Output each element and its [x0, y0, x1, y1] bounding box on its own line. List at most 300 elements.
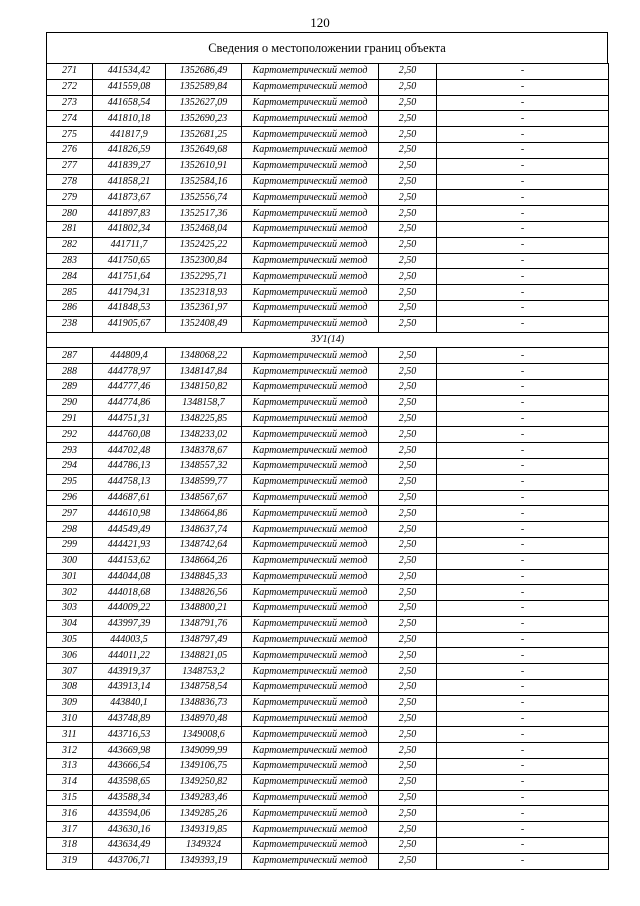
method-cell: Картометрический метод — [242, 316, 379, 332]
method-cell: Картометрический метод — [242, 727, 379, 743]
y-coordinate-cell: 1349393,19 — [166, 853, 242, 869]
note-cell: - — [437, 822, 609, 838]
point-number-cell: 285 — [47, 285, 93, 301]
accuracy-cell: 2,50 — [379, 522, 437, 538]
method-cell: Картометрический метод — [242, 616, 379, 632]
point-number-cell: 276 — [47, 142, 93, 158]
accuracy-cell: 2,50 — [379, 680, 437, 696]
accuracy-cell: 2,50 — [379, 253, 437, 269]
method-cell: Картометрический метод — [242, 206, 379, 222]
note-cell: - — [437, 127, 609, 143]
table-row — [47, 616, 609, 632]
accuracy-cell: 2,50 — [379, 379, 437, 395]
accuracy-cell: 2,50 — [379, 585, 437, 601]
x-coordinate-cell: 441858,21 — [93, 174, 166, 190]
table-row — [47, 474, 609, 490]
method-cell: Картометрический метод — [242, 648, 379, 664]
x-coordinate-cell: 443666,54 — [93, 759, 166, 775]
y-coordinate-cell: 1348742,64 — [166, 537, 242, 553]
y-coordinate-cell: 1352468,04 — [166, 221, 242, 237]
table-row — [47, 838, 609, 854]
note-cell: - — [437, 664, 609, 680]
table-row — [47, 79, 609, 95]
accuracy-cell: 2,50 — [379, 174, 437, 190]
point-number-cell: 313 — [47, 759, 93, 775]
y-coordinate-cell: 1352295,71 — [166, 269, 242, 285]
y-coordinate-cell: 1352318,93 — [166, 285, 242, 301]
table-row — [47, 427, 609, 443]
point-number-cell: 304 — [47, 616, 93, 632]
coordinates-table-frame — [46, 32, 608, 870]
y-coordinate-cell: 1352408,49 — [166, 316, 242, 332]
method-cell: Картометрический метод — [242, 127, 379, 143]
point-number-cell: 292 — [47, 427, 93, 443]
point-number-cell: 289 — [47, 379, 93, 395]
x-coordinate-cell: 443997,39 — [93, 616, 166, 632]
table-row — [47, 237, 609, 253]
note-cell: - — [437, 142, 609, 158]
accuracy-cell: 2,50 — [379, 316, 437, 332]
method-cell: Картометрический метод — [242, 711, 379, 727]
point-number-cell: 238 — [47, 316, 93, 332]
point-number-cell: 275 — [47, 127, 93, 143]
method-cell: Картометрический метод — [242, 838, 379, 854]
accuracy-cell: 2,50 — [379, 348, 437, 364]
accuracy-cell: 2,50 — [379, 474, 437, 490]
accuracy-cell: 2,50 — [379, 127, 437, 143]
x-coordinate-cell: 444018,68 — [93, 585, 166, 601]
method-cell: Картометрический метод — [242, 759, 379, 775]
y-coordinate-cell: 1349106,75 — [166, 759, 242, 775]
table-row — [47, 348, 609, 364]
point-number-cell: 317 — [47, 822, 93, 838]
table-row — [47, 601, 609, 617]
table-row — [47, 458, 609, 474]
point-number-cell: 272 — [47, 79, 93, 95]
section-label: ЗУ1(14) — [47, 332, 609, 348]
table-row — [47, 174, 609, 190]
note-cell: - — [437, 616, 609, 632]
accuracy-cell: 2,50 — [379, 648, 437, 664]
table-row — [47, 664, 609, 680]
table-row — [47, 759, 609, 775]
table-row — [47, 64, 609, 80]
x-coordinate-cell: 443748,89 — [93, 711, 166, 727]
note-cell: - — [437, 727, 609, 743]
accuracy-cell: 2,50 — [379, 427, 437, 443]
point-number-cell: 279 — [47, 190, 93, 206]
note-cell: - — [437, 364, 609, 380]
note-cell: - — [437, 95, 609, 111]
x-coordinate-cell: 444153,62 — [93, 553, 166, 569]
coordinates-table-body — [47, 64, 609, 870]
y-coordinate-cell: 1352649,68 — [166, 142, 242, 158]
point-number-cell: 273 — [47, 95, 93, 111]
note-cell: - — [437, 174, 609, 190]
y-coordinate-cell: 1348800,21 — [166, 601, 242, 617]
table-row — [47, 364, 609, 380]
y-coordinate-cell: 1349324 — [166, 838, 242, 854]
point-number-cell: 290 — [47, 395, 93, 411]
x-coordinate-cell: 443634,49 — [93, 838, 166, 854]
x-coordinate-cell: 441802,34 — [93, 221, 166, 237]
point-number-cell: 288 — [47, 364, 93, 380]
method-cell: Картометрический метод — [242, 269, 379, 285]
note-cell: - — [437, 79, 609, 95]
note-cell: - — [437, 774, 609, 790]
point-number-cell: 271 — [47, 64, 93, 80]
method-cell: Картометрический метод — [242, 364, 379, 380]
accuracy-cell: 2,50 — [379, 759, 437, 775]
point-number-cell: 286 — [47, 300, 93, 316]
table-row — [47, 127, 609, 143]
table-row — [47, 411, 609, 427]
method-cell: Картометрический метод — [242, 632, 379, 648]
point-number-cell: 281 — [47, 221, 93, 237]
y-coordinate-cell: 1348758,54 — [166, 680, 242, 696]
point-number-cell: 310 — [47, 711, 93, 727]
y-coordinate-cell: 1349319,85 — [166, 822, 242, 838]
y-coordinate-cell: 1348797,49 — [166, 632, 242, 648]
table-row — [47, 822, 609, 838]
accuracy-cell: 2,50 — [379, 537, 437, 553]
x-coordinate-cell: 441534,42 — [93, 64, 166, 80]
accuracy-cell: 2,50 — [379, 490, 437, 506]
point-number-cell: 309 — [47, 695, 93, 711]
accuracy-cell: 2,50 — [379, 616, 437, 632]
x-coordinate-cell: 443598,65 — [93, 774, 166, 790]
note-cell: - — [437, 379, 609, 395]
note-cell: - — [437, 490, 609, 506]
y-coordinate-cell: 1349008,6 — [166, 727, 242, 743]
method-cell: Картометрический метод — [242, 221, 379, 237]
note-cell: - — [437, 111, 609, 127]
table-row — [47, 95, 609, 111]
accuracy-cell: 2,50 — [379, 221, 437, 237]
point-number-cell: 303 — [47, 601, 93, 617]
accuracy-cell: 2,50 — [379, 111, 437, 127]
method-cell: Картометрический метод — [242, 142, 379, 158]
note-cell: - — [437, 443, 609, 459]
point-number-cell: 293 — [47, 443, 93, 459]
note-cell: - — [437, 253, 609, 269]
y-coordinate-cell: 1348150,82 — [166, 379, 242, 395]
table-row — [47, 711, 609, 727]
x-coordinate-cell: 441905,67 — [93, 316, 166, 332]
table-row — [47, 443, 609, 459]
accuracy-cell: 2,50 — [379, 190, 437, 206]
x-coordinate-cell: 441873,67 — [93, 190, 166, 206]
accuracy-cell: 2,50 — [379, 237, 437, 253]
table-row — [47, 253, 609, 269]
y-coordinate-cell: 1352556,74 — [166, 190, 242, 206]
accuracy-cell: 2,50 — [379, 695, 437, 711]
table-row — [47, 743, 609, 759]
x-coordinate-cell: 444610,98 — [93, 506, 166, 522]
x-coordinate-cell: 444003,5 — [93, 632, 166, 648]
table-row — [47, 537, 609, 553]
method-cell: Картометрический метод — [242, 601, 379, 617]
accuracy-cell: 2,50 — [379, 395, 437, 411]
x-coordinate-cell: 443588,34 — [93, 790, 166, 806]
point-number-cell: 284 — [47, 269, 93, 285]
point-number-cell: 295 — [47, 474, 93, 490]
x-coordinate-cell: 441794,31 — [93, 285, 166, 301]
y-coordinate-cell: 1352517,36 — [166, 206, 242, 222]
x-coordinate-cell: 441817,9 — [93, 127, 166, 143]
y-coordinate-cell: 1348821,05 — [166, 648, 242, 664]
page-number: 120 — [310, 15, 330, 30]
table-row — [47, 490, 609, 506]
method-cell: Картометрический метод — [242, 553, 379, 569]
accuracy-cell: 2,50 — [379, 664, 437, 680]
coordinates-table — [46, 63, 609, 870]
y-coordinate-cell: 1352584,16 — [166, 174, 242, 190]
y-coordinate-cell: 1348599,77 — [166, 474, 242, 490]
method-cell: Картометрический метод — [242, 458, 379, 474]
x-coordinate-cell: 441897,83 — [93, 206, 166, 222]
point-number-cell: 282 — [47, 237, 93, 253]
point-number-cell: 307 — [47, 664, 93, 680]
note-cell: - — [437, 790, 609, 806]
note-cell: - — [437, 759, 609, 775]
method-cell: Картометрический метод — [242, 443, 379, 459]
point-number-cell: 287 — [47, 348, 93, 364]
table-row — [47, 111, 609, 127]
y-coordinate-cell: 1348557,32 — [166, 458, 242, 474]
method-cell: Картометрический метод — [242, 743, 379, 759]
point-number-cell: 278 — [47, 174, 93, 190]
x-coordinate-cell: 441658,54 — [93, 95, 166, 111]
accuracy-cell: 2,50 — [379, 727, 437, 743]
y-coordinate-cell: 1352627,09 — [166, 95, 242, 111]
x-coordinate-cell: 443706,71 — [93, 853, 166, 869]
accuracy-cell: 2,50 — [379, 443, 437, 459]
x-coordinate-cell: 441848,53 — [93, 300, 166, 316]
point-number-cell: 291 — [47, 411, 93, 427]
accuracy-cell: 2,50 — [379, 206, 437, 222]
table-row — [47, 585, 609, 601]
accuracy-cell: 2,50 — [379, 300, 437, 316]
y-coordinate-cell: 1348970,48 — [166, 711, 242, 727]
point-number-cell: 312 — [47, 743, 93, 759]
y-coordinate-cell: 1348664,86 — [166, 506, 242, 522]
x-coordinate-cell: 444777,46 — [93, 379, 166, 395]
accuracy-cell: 2,50 — [379, 142, 437, 158]
table-row — [47, 522, 609, 538]
point-number-cell: 298 — [47, 522, 93, 538]
method-cell: Картометрический метод — [242, 300, 379, 316]
point-number-cell: 311 — [47, 727, 93, 743]
y-coordinate-cell: 1348845,33 — [166, 569, 242, 585]
note-cell: - — [437, 348, 609, 364]
y-coordinate-cell: 1352300,84 — [166, 253, 242, 269]
note-cell: - — [437, 553, 609, 569]
method-cell: Картометрический метод — [242, 537, 379, 553]
table-row — [47, 632, 609, 648]
x-coordinate-cell: 444702,48 — [93, 443, 166, 459]
method-cell: Картометрический метод — [242, 585, 379, 601]
point-number-cell: 316 — [47, 806, 93, 822]
table-row — [47, 680, 609, 696]
method-cell: Картометрический метод — [242, 190, 379, 206]
table-row — [47, 206, 609, 222]
note-cell: - — [437, 221, 609, 237]
point-number-cell: 274 — [47, 111, 93, 127]
note-cell: - — [437, 458, 609, 474]
y-coordinate-cell: 1352610,91 — [166, 158, 242, 174]
accuracy-cell: 2,50 — [379, 458, 437, 474]
accuracy-cell: 2,50 — [379, 285, 437, 301]
note-cell: - — [437, 506, 609, 522]
table-row — [47, 774, 609, 790]
note-cell: - — [437, 411, 609, 427]
table-row — [47, 316, 609, 332]
method-cell: Картометрический метод — [242, 395, 379, 411]
note-cell: - — [437, 285, 609, 301]
point-number-cell: 280 — [47, 206, 93, 222]
table-row — [47, 853, 609, 869]
note-cell: - — [437, 237, 609, 253]
note-cell: - — [437, 838, 609, 854]
accuracy-cell: 2,50 — [379, 790, 437, 806]
accuracy-cell: 2,50 — [379, 64, 437, 80]
y-coordinate-cell: 1352686,49 — [166, 64, 242, 80]
accuracy-cell: 2,50 — [379, 158, 437, 174]
y-coordinate-cell: 1349283,46 — [166, 790, 242, 806]
accuracy-cell: 2,50 — [379, 822, 437, 838]
method-cell: Картометрический метод — [242, 490, 379, 506]
note-cell: - — [437, 316, 609, 332]
table-row — [47, 806, 609, 822]
table-row — [47, 221, 609, 237]
point-number-cell: 302 — [47, 585, 93, 601]
note-cell: - — [437, 632, 609, 648]
y-coordinate-cell: 1352690,23 — [166, 111, 242, 127]
y-coordinate-cell: 1349250,82 — [166, 774, 242, 790]
point-number-cell: 294 — [47, 458, 93, 474]
x-coordinate-cell: 441839,27 — [93, 158, 166, 174]
method-cell: Картометрический метод — [242, 774, 379, 790]
y-coordinate-cell: 1348068,22 — [166, 348, 242, 364]
table-row — [47, 553, 609, 569]
x-coordinate-cell: 444809,4 — [93, 348, 166, 364]
y-coordinate-cell: 1348147,84 — [166, 364, 242, 380]
note-cell: - — [437, 395, 609, 411]
y-coordinate-cell: 1349285,26 — [166, 806, 242, 822]
x-coordinate-cell: 444549,49 — [93, 522, 166, 538]
table-row — [47, 727, 609, 743]
point-number-cell: 319 — [47, 853, 93, 869]
method-cell: Картометрический метод — [242, 806, 379, 822]
note-cell: - — [437, 585, 609, 601]
method-cell: Картометрический метод — [242, 695, 379, 711]
table-row — [47, 648, 609, 664]
note-cell: - — [437, 190, 609, 206]
x-coordinate-cell: 444687,61 — [93, 490, 166, 506]
x-coordinate-cell: 443716,53 — [93, 727, 166, 743]
table-row — [47, 395, 609, 411]
table-row — [47, 142, 609, 158]
y-coordinate-cell: 1348233,02 — [166, 427, 242, 443]
y-coordinate-cell: 1348836,73 — [166, 695, 242, 711]
point-number-cell: 308 — [47, 680, 93, 696]
note-cell: - — [437, 300, 609, 316]
accuracy-cell: 2,50 — [379, 269, 437, 285]
x-coordinate-cell: 441826,59 — [93, 142, 166, 158]
x-coordinate-cell: 444011,22 — [93, 648, 166, 664]
y-coordinate-cell: 1348158,7 — [166, 395, 242, 411]
x-coordinate-cell: 441810,18 — [93, 111, 166, 127]
method-cell: Картометрический метод — [242, 285, 379, 301]
x-coordinate-cell: 443669,98 — [93, 743, 166, 759]
note-cell: - — [437, 680, 609, 696]
accuracy-cell: 2,50 — [379, 569, 437, 585]
x-coordinate-cell: 444044,08 — [93, 569, 166, 585]
x-coordinate-cell: 444774,86 — [93, 395, 166, 411]
x-coordinate-cell: 444421,93 — [93, 537, 166, 553]
y-coordinate-cell: 1352425,22 — [166, 237, 242, 253]
point-number-cell: 283 — [47, 253, 93, 269]
method-cell: Картометрический метод — [242, 664, 379, 680]
method-cell: Картометрический метод — [242, 95, 379, 111]
table-row — [47, 285, 609, 301]
method-cell: Картометрический метод — [242, 474, 379, 490]
method-cell: Картометрический метод — [242, 379, 379, 395]
point-number-cell: 305 — [47, 632, 93, 648]
note-cell: - — [437, 537, 609, 553]
note-cell: - — [437, 64, 609, 80]
note-cell: - — [437, 601, 609, 617]
y-coordinate-cell: 1348826,56 — [166, 585, 242, 601]
method-cell: Картометрический метод — [242, 111, 379, 127]
point-number-cell: 314 — [47, 774, 93, 790]
x-coordinate-cell: 443913,14 — [93, 680, 166, 696]
point-number-cell: 277 — [47, 158, 93, 174]
point-number-cell: 297 — [47, 506, 93, 522]
method-cell: Картометрический метод — [242, 253, 379, 269]
note-cell: - — [437, 522, 609, 538]
x-coordinate-cell: 444760,08 — [93, 427, 166, 443]
accuracy-cell: 2,50 — [379, 853, 437, 869]
method-cell: Картометрический метод — [242, 506, 379, 522]
accuracy-cell: 2,50 — [379, 838, 437, 854]
accuracy-cell: 2,50 — [379, 364, 437, 380]
accuracy-cell: 2,50 — [379, 806, 437, 822]
x-coordinate-cell: 444758,13 — [93, 474, 166, 490]
note-cell: - — [437, 474, 609, 490]
method-cell: Картометрический метод — [242, 237, 379, 253]
y-coordinate-cell: 1348664,26 — [166, 553, 242, 569]
x-coordinate-cell: 441751,64 — [93, 269, 166, 285]
method-cell: Картометрический метод — [242, 427, 379, 443]
x-coordinate-cell: 444009,22 — [93, 601, 166, 617]
note-cell: - — [437, 695, 609, 711]
y-coordinate-cell: 1348791,76 — [166, 616, 242, 632]
point-number-cell: 301 — [47, 569, 93, 585]
table-row — [47, 695, 609, 711]
method-cell: Картометрический метод — [242, 822, 379, 838]
table-row — [47, 506, 609, 522]
point-number-cell: 315 — [47, 790, 93, 806]
point-number-cell: 306 — [47, 648, 93, 664]
method-cell: Картометрический метод — [242, 411, 379, 427]
accuracy-cell: 2,50 — [379, 553, 437, 569]
method-cell: Картометрический метод — [242, 174, 379, 190]
note-cell: - — [437, 427, 609, 443]
note-cell: - — [437, 806, 609, 822]
note-cell: - — [437, 853, 609, 869]
